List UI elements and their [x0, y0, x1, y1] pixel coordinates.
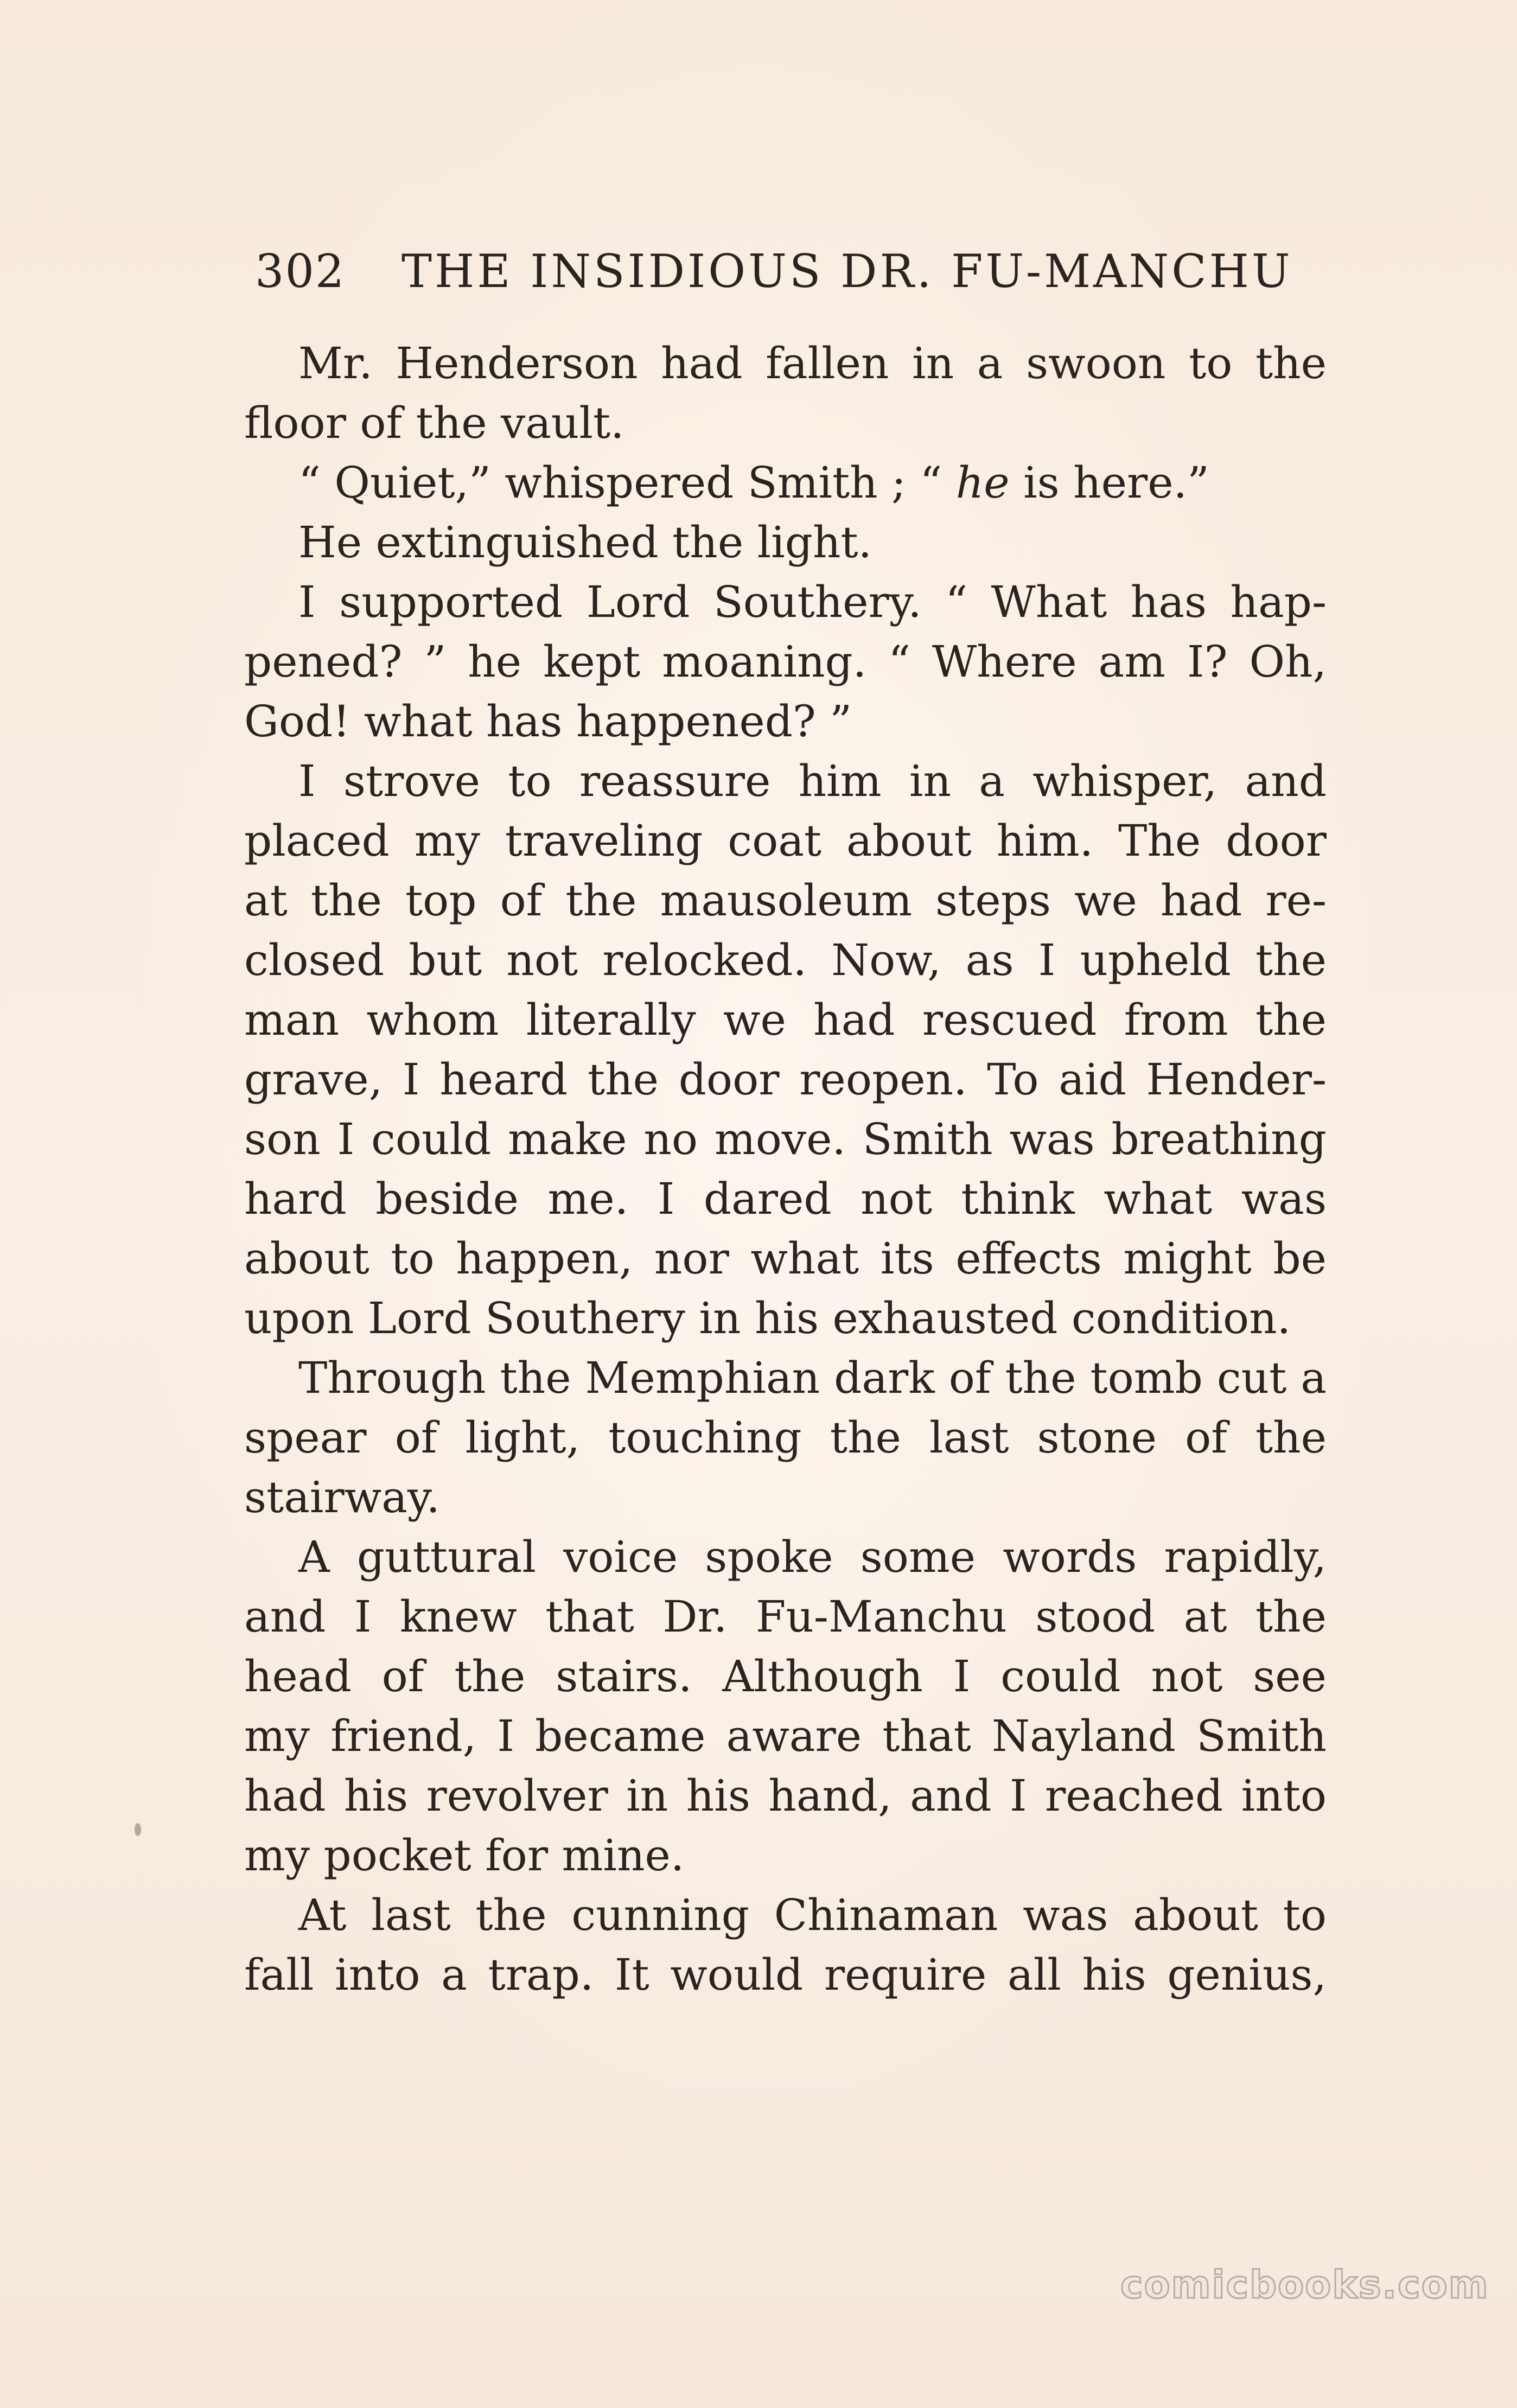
text-line: God! what has happened? ”: [244, 696, 852, 747]
text-line: A guttural voice spoke some words rapidly,: [298, 1532, 1327, 1582]
text-line: grave, I heard the door reopen. To aid Hender-: [244, 1054, 1327, 1105]
text-line: had his revolver in his hand, and I reached into: [244, 1770, 1327, 1821]
page-number: 302: [255, 245, 346, 298]
page-header: [255, 241, 1291, 301]
paragraph-3: [244, 513, 1327, 572]
paragraph-7: [244, 1527, 1327, 1885]
quote-start: “ Quiet,” whispered Smith ; “: [298, 457, 956, 508]
text-line: about to happen, nor what its effects might be: [244, 1233, 1327, 1284]
text-line: [244, 453, 1327, 513]
text-line: my pocket for mine.: [244, 1830, 685, 1881]
text-line: son I could make no move. Smith was breathing: [244, 1114, 1327, 1164]
body-text: [244, 334, 1327, 2005]
paragraph-4: [244, 572, 1327, 751]
text-line: At last the cunning Chinaman was about to: [298, 1890, 1327, 1940]
paragraph-8: [244, 1885, 1327, 2005]
text-line: upon Lord Southery in his exhausted condition.: [244, 1293, 1291, 1343]
text-line: I supported Lord Southery. “ What has hap-: [298, 577, 1327, 627]
text-line: at the top of the mausoleum steps we had re-: [244, 875, 1327, 926]
text-line: stairway.: [244, 1472, 440, 1522]
running-title: THE INSIDIOUS DR. FU-MANCHU: [401, 245, 1293, 298]
text-line: my friend, I became aware that Nayland Smith: [244, 1711, 1327, 1761]
paragraph-2: [244, 453, 1327, 513]
paragraph-6: [244, 1348, 1327, 1527]
text-line: placed my traveling coat about him. The door: [244, 816, 1327, 866]
quote-end: is here.”: [1009, 457, 1209, 508]
text-line: Through the Memphian dark of the tomb cut a: [298, 1353, 1327, 1403]
text-line: spear of light, touching the last stone of the: [244, 1412, 1327, 1463]
text-line: He extinguished the light.: [298, 517, 872, 568]
paper-speck: [135, 1823, 141, 1836]
watermark: comicbooks.com: [1120, 2263, 1489, 2307]
text-line: floor of the vault.: [244, 398, 624, 448]
text-line: fall into a trap. It would require all his genius,: [244, 1950, 1327, 2000]
text-line: man whom literally we had rescued from the: [244, 995, 1327, 1045]
text-line: hard beside me. I dared not think what was: [244, 1174, 1327, 1224]
text-line: and I knew that Dr. Fu-Manchu stood at the: [244, 1591, 1327, 1642]
text-line: Mr. Henderson had fallen in a swoon to the: [298, 338, 1327, 388]
text-line: I strove to reassure him in a whisper, and: [298, 756, 1327, 806]
text-line: head of the stairs. Although I could not see: [244, 1651, 1327, 1702]
emphasis-text: he: [955, 457, 1010, 508]
text-line: closed but not relocked. Now, as I upheld the: [244, 935, 1327, 985]
paragraph-5: [244, 751, 1327, 1348]
paragraph-1: [244, 334, 1327, 453]
text-line: pened? ” he kept moaning. “ Where am I? Oh,: [244, 636, 1327, 687]
